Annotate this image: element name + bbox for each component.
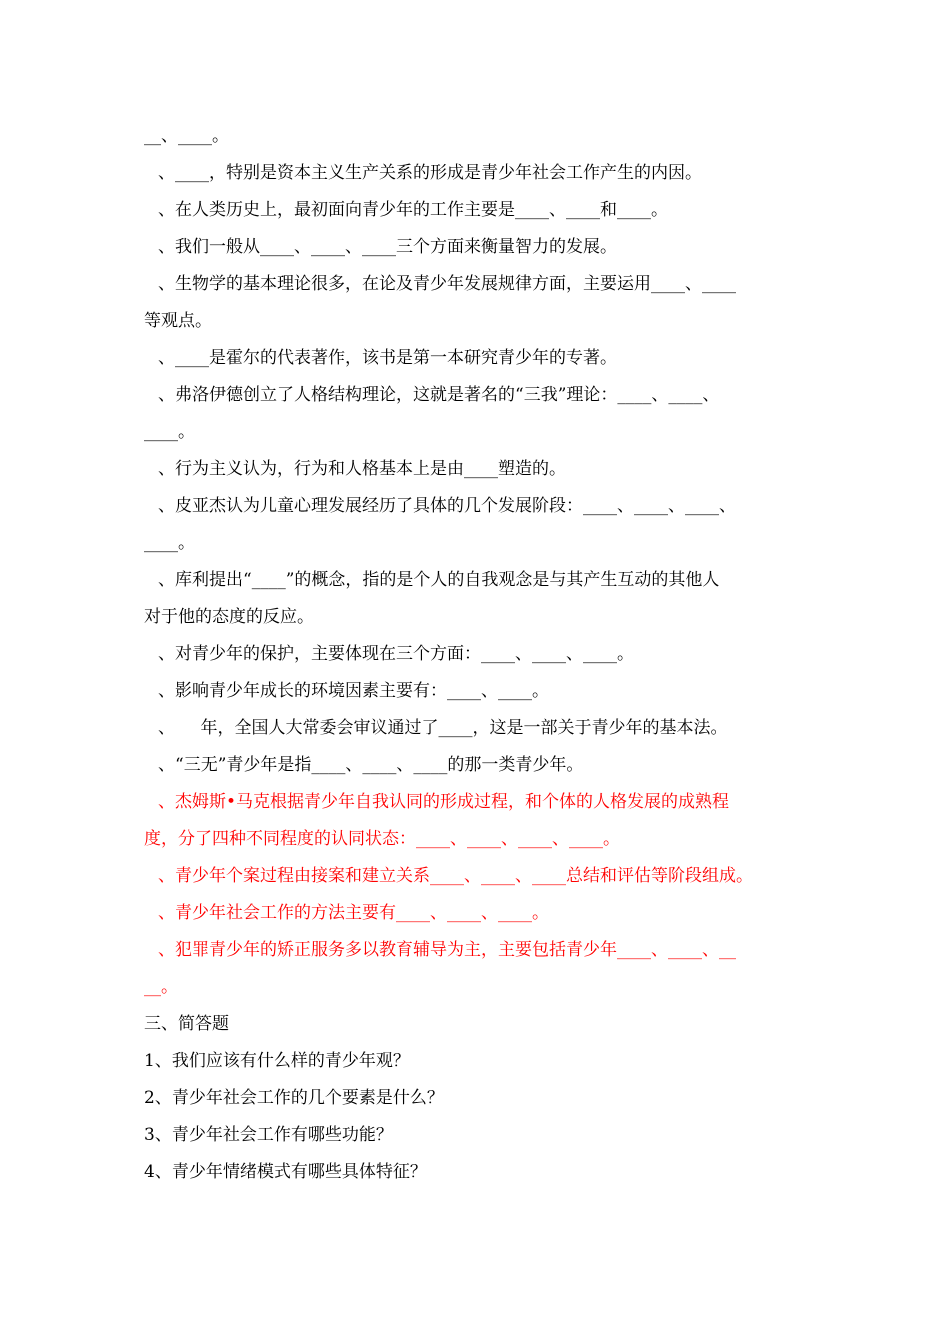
text-line: 、影响青少年成长的环境因素主要有：____、____。 [158, 681, 549, 701]
text-line: 2、青少年社会工作的几个要素是什么？ [144, 1088, 444, 1108]
text-line: 、我们一般从____、____、____三个方面来衡量智力的发展。 [158, 237, 617, 257]
text-line: __、____。 [144, 126, 229, 146]
text-line: 、弗洛伊德创立了人格结构理论，这就是著名的“三我”理论：____、____、 [158, 385, 720, 405]
text-line: 对于他的态度的反应。 [144, 607, 314, 627]
text-line: 、____，特别是资本主义生产关系的形成是青少年社会工作产生的内因。 [158, 163, 702, 183]
text-line: 、行为主义认为，行为和人格基本上是由____塑造的。 [158, 459, 566, 479]
text-line: ____。 [144, 422, 195, 442]
text-line: 、生物学的基本理论很多，在论及青少年发展规律方面，主要运用____、____ [158, 274, 736, 294]
text-line: 、 年，全国人大常委会审议通过了____，这是一部关于青少年的基本法。 [158, 718, 728, 738]
text-line: 、皮亚杰认为儿童心理发展经历了具体的几个发展阶段：____、____、____、 [158, 496, 736, 516]
text-line: 1、我们应该有什么样的青少年观？ [144, 1051, 410, 1071]
text-line: 、____是霍尔的代表著作，该书是第一本研究青少年的专著。 [158, 348, 617, 368]
text-line: 、“三无”青少年是指____、____、____的那一类青少年。 [158, 755, 584, 775]
text-line: 度，分了四种不同程度的认同状态：____、____、____、____。 [144, 829, 620, 849]
text-line: 4、青少年情绪模式有哪些具体特征？ [144, 1162, 427, 1182]
text-line: 、犯罪青少年的矫正服务多以教育辅导为主，主要包括青少年____、____、__ [158, 940, 736, 960]
text-line: 、对青少年的保护，主要体现在三个方面：____、____、____。 [158, 644, 634, 664]
text-line: __。 [144, 977, 178, 997]
document-body [144, 118, 814, 1191]
text-line: 3、青少年社会工作有哪些功能？ [144, 1125, 393, 1145]
text-line: ____。 [144, 533, 195, 553]
text-line: 三、简答题 [144, 1014, 229, 1034]
text-line: 、青少年社会工作的方法主要有____、____、____。 [158, 903, 549, 923]
text-line: 、杰姆斯•马克根据青少年自我认同的形成过程，和个体的人格发展的成熟程 [158, 792, 730, 812]
text-line: 、青少年个案过程由接案和建立关系____、____、____总结和评估等阶段组成。 [158, 866, 753, 886]
text-line: 、在人类历史上，最初面向青少年的工作主要是____、____和____。 [158, 200, 668, 220]
text-line: 等观点。 [144, 311, 212, 331]
text-line: 、库利提出“____”的概念，指的是个人的自我观念是与其产生互动的其他人 [158, 570, 720, 590]
